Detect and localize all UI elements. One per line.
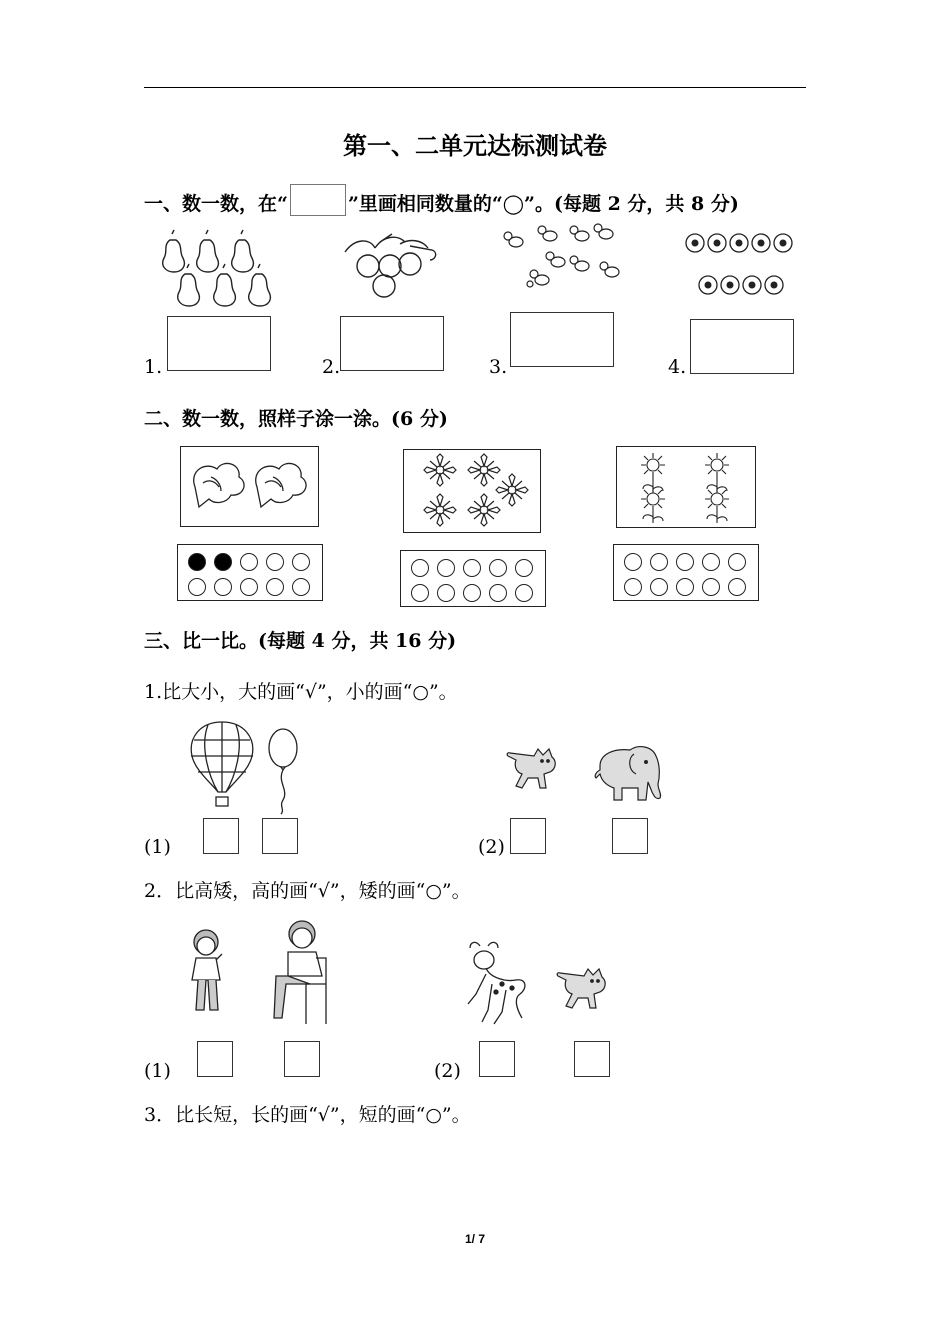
seated-boy-picture xyxy=(270,918,346,1030)
dot-filled xyxy=(214,553,232,571)
dot[interactable] xyxy=(489,559,507,577)
q1-part2-label: (2) xyxy=(478,836,505,858)
q1-answer-box-2a[interactable] xyxy=(510,818,546,854)
dot xyxy=(292,553,310,571)
dot[interactable] xyxy=(676,553,694,571)
dot[interactable] xyxy=(437,559,455,577)
dot-grid-flowers[interactable] xyxy=(400,550,546,607)
dot-grid-sunflowers[interactable] xyxy=(613,544,759,601)
balloon-picture xyxy=(266,728,300,816)
deer-picture xyxy=(462,940,532,1032)
dot[interactable] xyxy=(728,578,746,596)
q1-part1-label: (1) xyxy=(144,836,171,858)
section-1-heading-before: 一、数一数，在“ xyxy=(144,193,288,215)
dot[interactable] xyxy=(437,584,455,602)
sunflowers-picture xyxy=(617,447,757,529)
dot xyxy=(214,578,232,596)
sunflowers-frame xyxy=(616,446,756,528)
dot xyxy=(188,578,206,596)
item-2-label: 2. xyxy=(322,356,341,378)
dot[interactable] xyxy=(702,578,720,596)
q2-answer-box-1a[interactable] xyxy=(197,1041,233,1077)
dot-filled xyxy=(188,553,206,571)
dot[interactable] xyxy=(515,584,533,602)
dot[interactable] xyxy=(515,559,533,577)
q2-part2-label: (2) xyxy=(434,1060,461,1082)
dot[interactable] xyxy=(728,553,746,571)
cat-picture-2 xyxy=(554,968,612,1022)
page-number: 1/ 7 xyxy=(464,1232,485,1246)
dot[interactable] xyxy=(411,584,429,602)
dot[interactable] xyxy=(489,584,507,602)
dot xyxy=(266,553,284,571)
section-1-heading xyxy=(144,184,739,216)
chicks-picture xyxy=(500,222,618,297)
q2-answer-box-1b[interactable] xyxy=(284,1041,320,1077)
dot xyxy=(240,553,258,571)
flowers-frame xyxy=(403,449,541,533)
pears-picture xyxy=(155,230,275,302)
dot xyxy=(266,578,284,596)
answer-box-4[interactable] xyxy=(690,319,794,374)
dot[interactable] xyxy=(650,578,668,596)
dot[interactable] xyxy=(676,578,694,596)
answer-box-3[interactable] xyxy=(510,312,614,367)
answer-box-1[interactable] xyxy=(167,316,271,371)
dot xyxy=(292,578,310,596)
answer-box-2[interactable] xyxy=(340,316,444,371)
cabbage-frame xyxy=(180,446,319,527)
dot[interactable] xyxy=(624,553,642,571)
dot[interactable] xyxy=(463,559,481,577)
question-2-text: 2．比高矮，高的画“√”，矮的画“○”。 xyxy=(144,880,471,902)
section-2-heading: 二、数一数，照样子涂一涂。(6 分) xyxy=(144,408,448,430)
dot[interactable] xyxy=(463,584,481,602)
question-1-text: 1.比大小，大的画“√”，小的画“○”。 xyxy=(144,681,458,703)
flowers-picture xyxy=(404,450,542,534)
item-1-label: 1. xyxy=(144,356,163,378)
hot-air-balloon-picture xyxy=(188,720,256,810)
q1-answer-box-1b[interactable] xyxy=(262,818,298,854)
short-boy-picture xyxy=(186,926,226,1018)
q1-answer-box-1a[interactable] xyxy=(203,818,239,854)
q2-answer-box-2b[interactable] xyxy=(574,1041,610,1077)
fruits-picture xyxy=(340,232,445,300)
dot[interactable] xyxy=(702,553,720,571)
cabbages-picture xyxy=(181,447,320,528)
q2-answer-box-2a[interactable] xyxy=(479,1041,515,1077)
dot-grid-example xyxy=(177,544,323,601)
dot[interactable] xyxy=(624,578,642,596)
q2-part1-label: (1) xyxy=(144,1060,171,1082)
section-3-heading: 三、比一比。(每题 4 分，共 16 分) xyxy=(144,630,457,652)
dot xyxy=(240,578,258,596)
section-1-heading-after: ”里画相同数量的“◯”。(每题 2 分，共 8 分) xyxy=(347,193,739,215)
dot[interactable] xyxy=(650,553,668,571)
dot[interactable] xyxy=(411,559,429,577)
q1-answer-box-2b[interactable] xyxy=(612,818,648,854)
page-title: 第一、二单元达标测试卷 xyxy=(343,132,607,160)
question-3-text: 3．比长短，长的画“√”，短的画“○”。 xyxy=(144,1104,471,1126)
header-rule xyxy=(144,87,806,88)
item-4-label: 4. xyxy=(668,356,687,378)
cat-picture xyxy=(504,748,562,802)
soccer-balls-picture xyxy=(684,232,804,298)
item-3-label: 3. xyxy=(489,356,508,378)
answer-box-sample xyxy=(290,184,346,216)
elephant-picture xyxy=(590,744,666,804)
